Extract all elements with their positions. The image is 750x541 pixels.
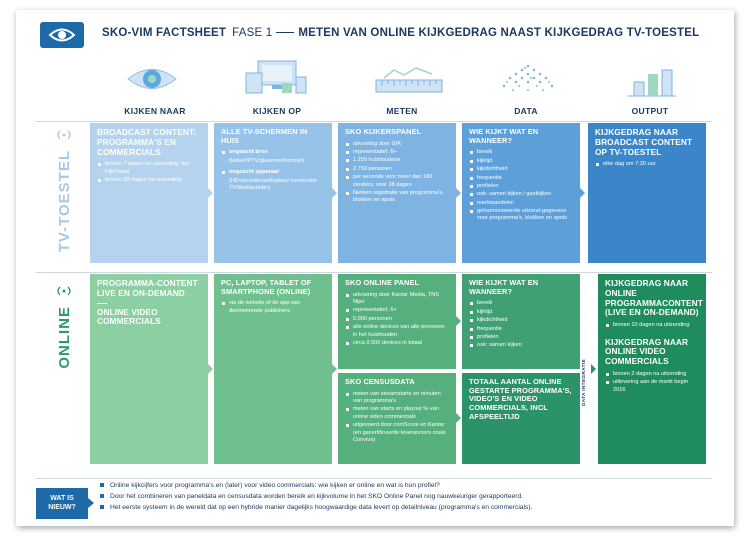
online-data-title: WIE KIJKT WAT EN WANNEER?	[469, 278, 539, 296]
divider-bottom	[36, 478, 712, 479]
list-item-sub: (HD-recorder/settopbox/ connected-TV/Mediacenter)	[229, 177, 319, 191]
online-census-box	[338, 373, 456, 464]
tv-signal-icon	[55, 128, 73, 142]
tv-kijken-naar-box	[90, 123, 208, 263]
tv-meten-box	[338, 123, 456, 263]
row-label-tv-text: TV-TOESTEL	[55, 150, 73, 253]
data-dots-icon	[496, 60, 560, 98]
online-output-title2: KIJKGEDRAG NAAR ONLINE VIDEO COMMERCIALS	[605, 336, 689, 367]
list-item: ook: samen kijken	[469, 342, 573, 349]
list-item: frequentie	[469, 326, 573, 333]
data-integratie-label: DATA INTEGRATIE	[582, 359, 587, 406]
online-total-box	[462, 373, 580, 464]
list-item: uitlevering aan de markt begin 2016	[605, 379, 699, 394]
tv-meten-title: SKO KIJKERSPANEL	[345, 127, 422, 136]
tv-output-title: KIJKGEDRAG NAAR BROADCAST CONTENT OP TV-TOESTEL	[595, 127, 693, 157]
tv-data-title: WIE KIJKT WAT EN WANNEER?	[469, 127, 539, 145]
arrow-icon	[456, 413, 461, 423]
list-item: geharmoniseerde uitzend-gegevens voor programma's, blokken en spots	[469, 208, 573, 223]
list-item: profielen	[469, 334, 573, 341]
column-header-kijken-op: KIJKEN OP	[252, 106, 302, 116]
column-header-data: DATA	[514, 106, 538, 116]
news-item: Het eerste systeem in de wereld dat op een hybride manier dagelijks hoogwaardige data levert op detailniveau (programma's en commercials).	[100, 502, 532, 513]
list-item: representatief, 6+	[345, 149, 449, 156]
list-item: ook: samen kijken / gastkijken	[469, 191, 573, 198]
list-item: 1.250 huishoudens	[345, 157, 449, 164]
online-output-title1: KIJKGEDRAG NAAR ONLINE PROGRAMMACONTENT (LIVE EN ON-DEMAND)	[605, 278, 703, 318]
list-item: alle online devices van alle personen in het huishouden	[345, 324, 449, 339]
list-item: uitgevoerd door comScore en Kantar (en gecertificeerde leveranciers zoals Conviva)	[345, 422, 449, 444]
devices-icon	[244, 59, 312, 95]
list-item-sub: (kabel/IPTV/glasvezel/schotel)	[229, 157, 305, 164]
row-label-tv	[36, 128, 92, 268]
bar-chart-icon	[624, 64, 680, 98]
rule-divider	[97, 303, 107, 304]
list-item: binnen 28 dagen na uitzending	[97, 177, 201, 184]
list-item: binnen 2 dagen na uitzending	[605, 371, 699, 378]
list-item: binnen 7 dagen na uitzending: het KijkTotaal	[97, 161, 201, 176]
divider-top	[36, 121, 712, 122]
list-item: frequentie	[469, 175, 573, 182]
eye-icon	[124, 64, 180, 94]
list-item: meten van starts en playout % van online video commercials	[345, 406, 449, 421]
list-item: elke dag om 7:30 uur	[595, 161, 699, 168]
online-kijken-op-title: PC, LAPTOP, TABLET OF SMARTPHONE (ONLINE)	[221, 278, 312, 296]
news-item: Online kijkcijfers voor programma's en (later) voor video commercials: wie kijken er online en wat is hun profiel?	[100, 480, 532, 491]
online-data-box	[462, 274, 580, 369]
online-census-title: SKO CENSUSDATA	[345, 377, 415, 386]
list-item: meten van streamstarts en minuten van programma's	[345, 391, 449, 406]
list-item: uitvoering door GfK	[345, 141, 449, 148]
list-item: bereik	[469, 300, 573, 307]
online-panel-box	[338, 274, 456, 369]
list-item: kijktijd	[469, 158, 573, 165]
list-item: Nielsen registratie van programma's, blokken en spots	[345, 190, 449, 205]
list-item: per seconde voor meer dan 180 zenders, voor 28 dagen	[345, 174, 449, 189]
column-header-meten: METEN	[386, 106, 418, 116]
list-item: kijkdichtheid	[469, 166, 573, 173]
online-kijken-naar-title2: ONLINE VIDEO COMMERCIALS	[97, 306, 161, 327]
arrow-icon	[208, 188, 213, 198]
factsheet-page	[16, 10, 734, 526]
list-item: circa 9.500 devices in totaal	[345, 340, 449, 347]
tv-kijken-op-box	[214, 123, 332, 263]
list-item: kijktijd	[469, 309, 573, 316]
column-header-output: OUTPUT	[631, 106, 669, 116]
tv-kijken-op-title: ALLE TV-SCHERMEN IN HUIS	[221, 127, 308, 145]
list-item: uitvoering door Kantar Media, TNS Nipo	[345, 292, 449, 307]
online-kijken-naar-box	[90, 274, 208, 464]
arrow-icon	[332, 188, 337, 198]
wat-is-nieuw-label: WAT IS NIEUW?	[48, 495, 76, 512]
row-label-online	[36, 284, 92, 474]
list-item: via de website of de app van deelnemende publishers	[221, 300, 325, 315]
arrow-icon	[208, 364, 213, 374]
online-kijken-op-box	[214, 274, 332, 464]
arrow-icon	[88, 498, 94, 508]
list-item: profielen	[469, 183, 573, 190]
arrow-icon	[332, 364, 337, 374]
arrow-icon	[456, 316, 461, 326]
row-label-online-text: ONLINE	[55, 306, 73, 369]
wat-is-nieuw-badge	[36, 488, 88, 519]
news-list	[100, 480, 532, 513]
list-item: kijkdichtheid	[469, 317, 573, 324]
list-item: representatief, 6+	[345, 307, 449, 314]
news-item: Door het combineren van paneldata en censusdata worden bereik en kijkvolume in het SKO Online Panel nog nauwkeuriger gerapporteerd.	[100, 491, 532, 502]
ruler-icon	[374, 66, 444, 94]
arrow-icon	[591, 364, 596, 374]
page-title: SKO-VIM FACTSHEET FASE 1 METEN VAN ONLINE KIJKGEDRAG NAAST KIJKGEDRAG TV-TOESTEL	[102, 27, 700, 39]
online-panel-title: SKO ONLINE PANEL	[345, 278, 420, 287]
online-output-box	[598, 274, 706, 464]
list-item: ongeacht apparaat	[221, 169, 325, 176]
tv-kijken-naar-title: BROADCAST CONTENT: PROGRAMMA'S EN COMMERCIALS	[97, 127, 197, 157]
divider-middle	[36, 272, 712, 273]
list-item: ongeacht bron	[221, 149, 325, 156]
online-total-title: TOTAAL AANTAL ONLINE GESTARTE PROGRAMMA'S, VIDEO'S EN VIDEO COMMERCIALS, INCL AFSPEELTIJD	[469, 377, 572, 421]
online-signal-icon	[55, 284, 73, 298]
arrow-icon	[580, 188, 585, 198]
column-header-kijken-naar: KIJKEN NAAR	[124, 106, 186, 116]
arrow-icon	[456, 188, 461, 198]
eye-logo-icon	[40, 22, 84, 48]
list-item: binnen 10 dagen na uitzending	[605, 322, 699, 329]
list-item: 5.000 personen	[345, 316, 449, 323]
list-item: marktaandelen	[469, 200, 573, 207]
list-item: 2.750 personen	[345, 166, 449, 173]
tv-output-box	[588, 123, 706, 263]
list-item: bereik	[469, 149, 573, 156]
online-kijken-naar-title: PROGRAMMA-CONTENT LIVE EN ON-DEMAND	[97, 278, 198, 298]
tv-data-box	[462, 123, 580, 263]
